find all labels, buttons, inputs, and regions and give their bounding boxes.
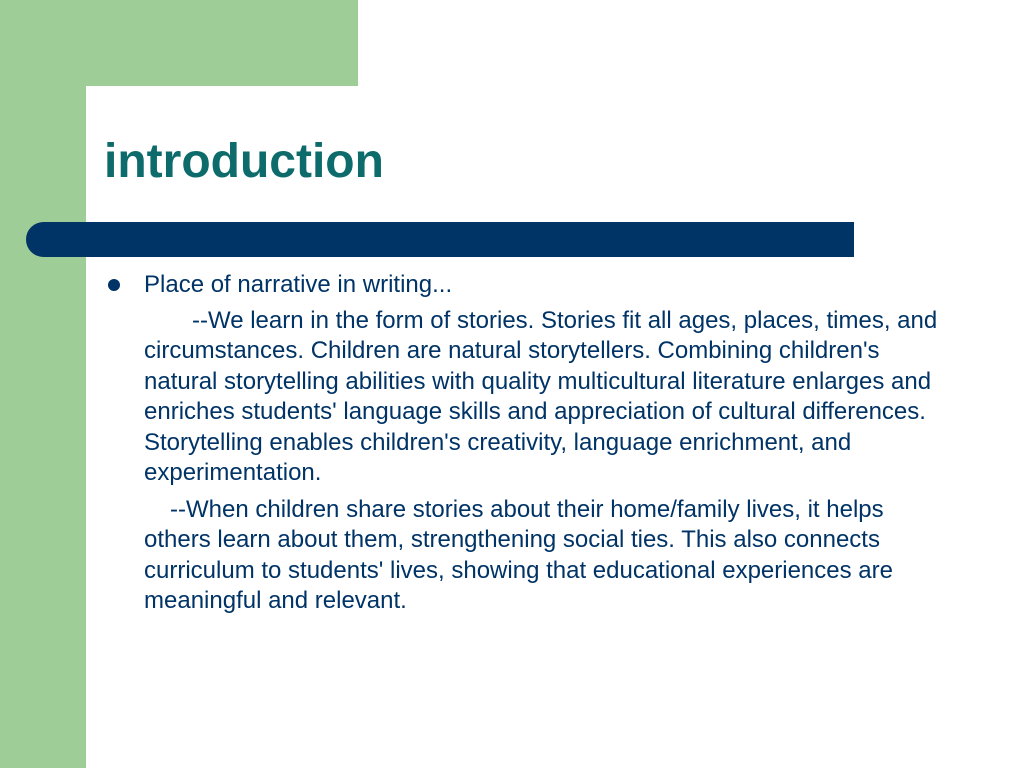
paragraph-sharing-stories: --When children share stories about their home/family lives, it helps others learn about them, strengthening social ties. This also connects curriculum to students' lives, showing that educational experiences are meaningful and relevant. <box>144 495 893 614</box>
green-left-band <box>0 0 86 768</box>
bullet-icon <box>108 279 120 291</box>
bullet-item <box>104 270 954 301</box>
title-underline-bar <box>26 222 854 257</box>
bullet-text: Place of narrative in writing... <box>144 271 453 298</box>
paragraph-learning-stories: --We learn in the form of stories. Stories fit all ages, places, times, and circumstances. Children are natural storytellers. Combining children's natural storytelling abilities with quality multicultural literature enlarges and enriches students' language skills and appreciation of cultural differences. Storytelling enables children's creativity, language enrichment, and experimentation. <box>144 306 938 486</box>
slide-body <box>104 270 954 617</box>
slide-title: introduction <box>104 135 384 188</box>
green-top-band <box>0 0 358 86</box>
